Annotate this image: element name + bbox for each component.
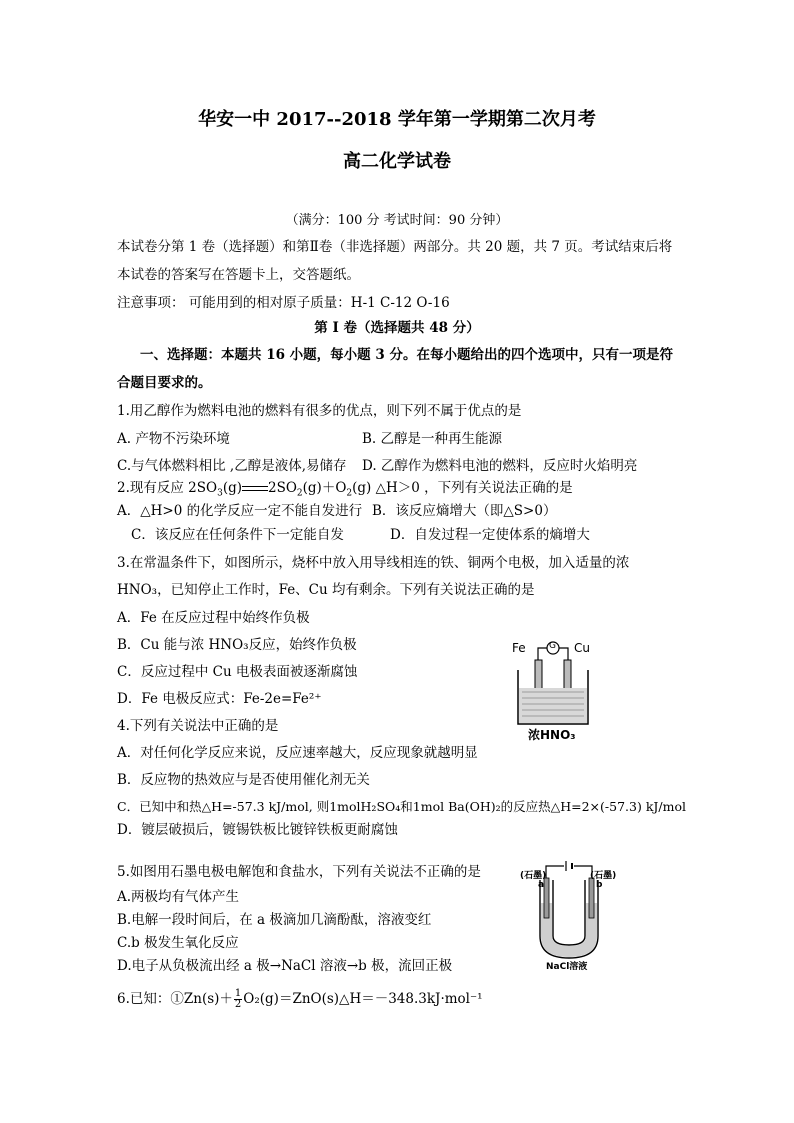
q3-option-d: D．Fe 电极反应式：Fe-2e=Fe²⁺	[117, 691, 322, 707]
q4-stem: 4.下列有关说法中正确的是	[117, 718, 279, 734]
fraction-one-half	[234, 989, 242, 1010]
electrode-a-label: a	[538, 880, 545, 890]
q3-stem-line-1: 3.在常温条件下，如图所示，烧杯中放入用导线相连的铁、铜两个电极，加入适量的浓	[117, 555, 630, 571]
section-instruction-2: 合题目要求的。	[117, 375, 212, 391]
q1-option-d: D. 乙醇作为燃料电池的燃料，反应时火焰明亮	[362, 458, 638, 474]
left-graphite-label: (石墨)	[520, 871, 547, 881]
q4-option-a: A．对任何化学反应来说，反应速率越大，反应现象就越明显	[117, 745, 478, 761]
q2-stem-mid2: 2SO	[268, 480, 297, 496]
q3-option-a: A．Fe 在反应过程中始终作负极	[117, 610, 310, 626]
fe-electrode-label: Fe	[512, 641, 526, 655]
q2-sub-2b: 2	[346, 488, 353, 499]
intro-line-2: 本试卷的答案写在答题卡上，交答题纸。	[117, 267, 360, 283]
equilibrium-arrow-icon	[242, 485, 268, 493]
q4-option-d: D．镀层破损后，镀锡铁板比镀锌铁板更耐腐蚀	[117, 822, 398, 838]
q2-stem	[117, 480, 573, 499]
q5-option-d: D.电子从负极流出经 a 极→NaCl 溶液→b 极，流回正极	[117, 958, 453, 974]
cu-electrode-label: Cu	[574, 641, 590, 655]
q2-option-c: C．该反应在任何条件下一定能自发	[131, 527, 344, 543]
q3-option-b: B．Cu 能与浓 HNO₃反应，始终作负极	[117, 637, 357, 653]
q5-stem: 5.如图用石墨电极电解饱和食盐水，下列有关说法不正确的是	[117, 864, 481, 880]
q4-option-b: B．反应物的热效应与是否使用催化剂无关	[117, 772, 370, 788]
q2-stem-suffix: (g) △H＞0 ，下列有关说法正确的是	[352, 480, 573, 496]
q6-prefix: 6.已知：①Zn(s)＋	[117, 991, 233, 1007]
q4-option-c: C．已知中和热△H=-57.3 kJ/mol, 则1molH₂SO₄和1mol Ba(OH)₂的反应热△H=2×(-57.3) kJ/mol	[117, 799, 686, 814]
q2-option-d: D．自发过程一定使体系的熵增大	[390, 527, 590, 543]
galvanometer-label: G	[549, 641, 556, 651]
q2-stem-mid3: (g)＋O	[302, 480, 347, 496]
q5-option-b: B.电解一段时间后，在 a 极滴加几滴酚酞，溶液变红	[117, 912, 432, 928]
q2-stem-prefix: 2.现有反应 2SO	[117, 480, 218, 496]
q2-sub-2a: 2	[296, 488, 303, 499]
q1-option-b: B. 乙醇是一种再生能源	[362, 431, 503, 447]
fraction-denominator: 2	[234, 999, 242, 1010]
intro-line-1: 本试卷分第 1 卷（选择题）和第Ⅱ卷（非选择题）两部分。共 20 题，共 7 页。考试结束后将	[117, 239, 673, 255]
section-instruction-1: 一、选择题：本题共 16 小题，每小题 3 分。在每小题给出的四个选项中，只有一项是符	[140, 347, 673, 363]
exam-subtitle: 高二化学试卷	[343, 151, 451, 172]
q3-stem-line-2: HNO₃，已知停止工作时，Fe、Cu 均有剩余。下列有关说法正确的是	[117, 582, 535, 598]
q5-option-c: C.b 极发生氧化反应	[117, 935, 239, 951]
hno3-caption: 浓HNO₃	[528, 728, 576, 742]
right-graphite-label: (石墨)	[590, 871, 617, 881]
section-heading: 第 I 卷（选择题共 48 分）	[314, 320, 480, 336]
score-time: （满分：100 分 考试时间：90 分钟）	[285, 213, 509, 228]
q1-option-c: C.与气体燃料相比 ,乙醇是液体,易储存	[117, 458, 347, 474]
q6-stem	[117, 989, 483, 1010]
electrolysis-figure	[520, 858, 620, 970]
electrode-b-label: b	[596, 880, 603, 890]
q1-stem: 1.用乙醇作为燃料电池的燃料有很多的优点，则下列不属于优点的是	[117, 403, 522, 419]
q2-option-b: B．该反应熵增大（即△S>0）	[372, 503, 557, 519]
q5-option-a: A.两极均有气体产生	[117, 889, 240, 905]
q2-sub-3: 3	[217, 488, 223, 499]
q2-stem-mid1: (g)	[222, 480, 242, 496]
q1-option-a: A. 产物不污染环境	[117, 431, 230, 447]
exam-title: 华安一中 2017--2018 学年第一学期第二次月考	[198, 109, 596, 130]
notice: 注意事项： 可能用到的相对原子质量：H-1 C-12 O-16	[117, 295, 450, 311]
q6-suffix: O₂(g)＝ZnO(s)△H＝－348.3kJ·mol⁻¹	[243, 991, 483, 1007]
q3-option-c: C．反应过程中 Cu 电极表面被逐渐腐蚀	[117, 664, 358, 680]
nacl-caption: NaCl溶液	[546, 962, 588, 972]
q2-option-a: A．△H>0 的化学反应一定不能自发进行	[117, 503, 363, 519]
galvanic-cell-figure	[508, 636, 608, 744]
fraction-numerator: 1	[234, 988, 242, 999]
